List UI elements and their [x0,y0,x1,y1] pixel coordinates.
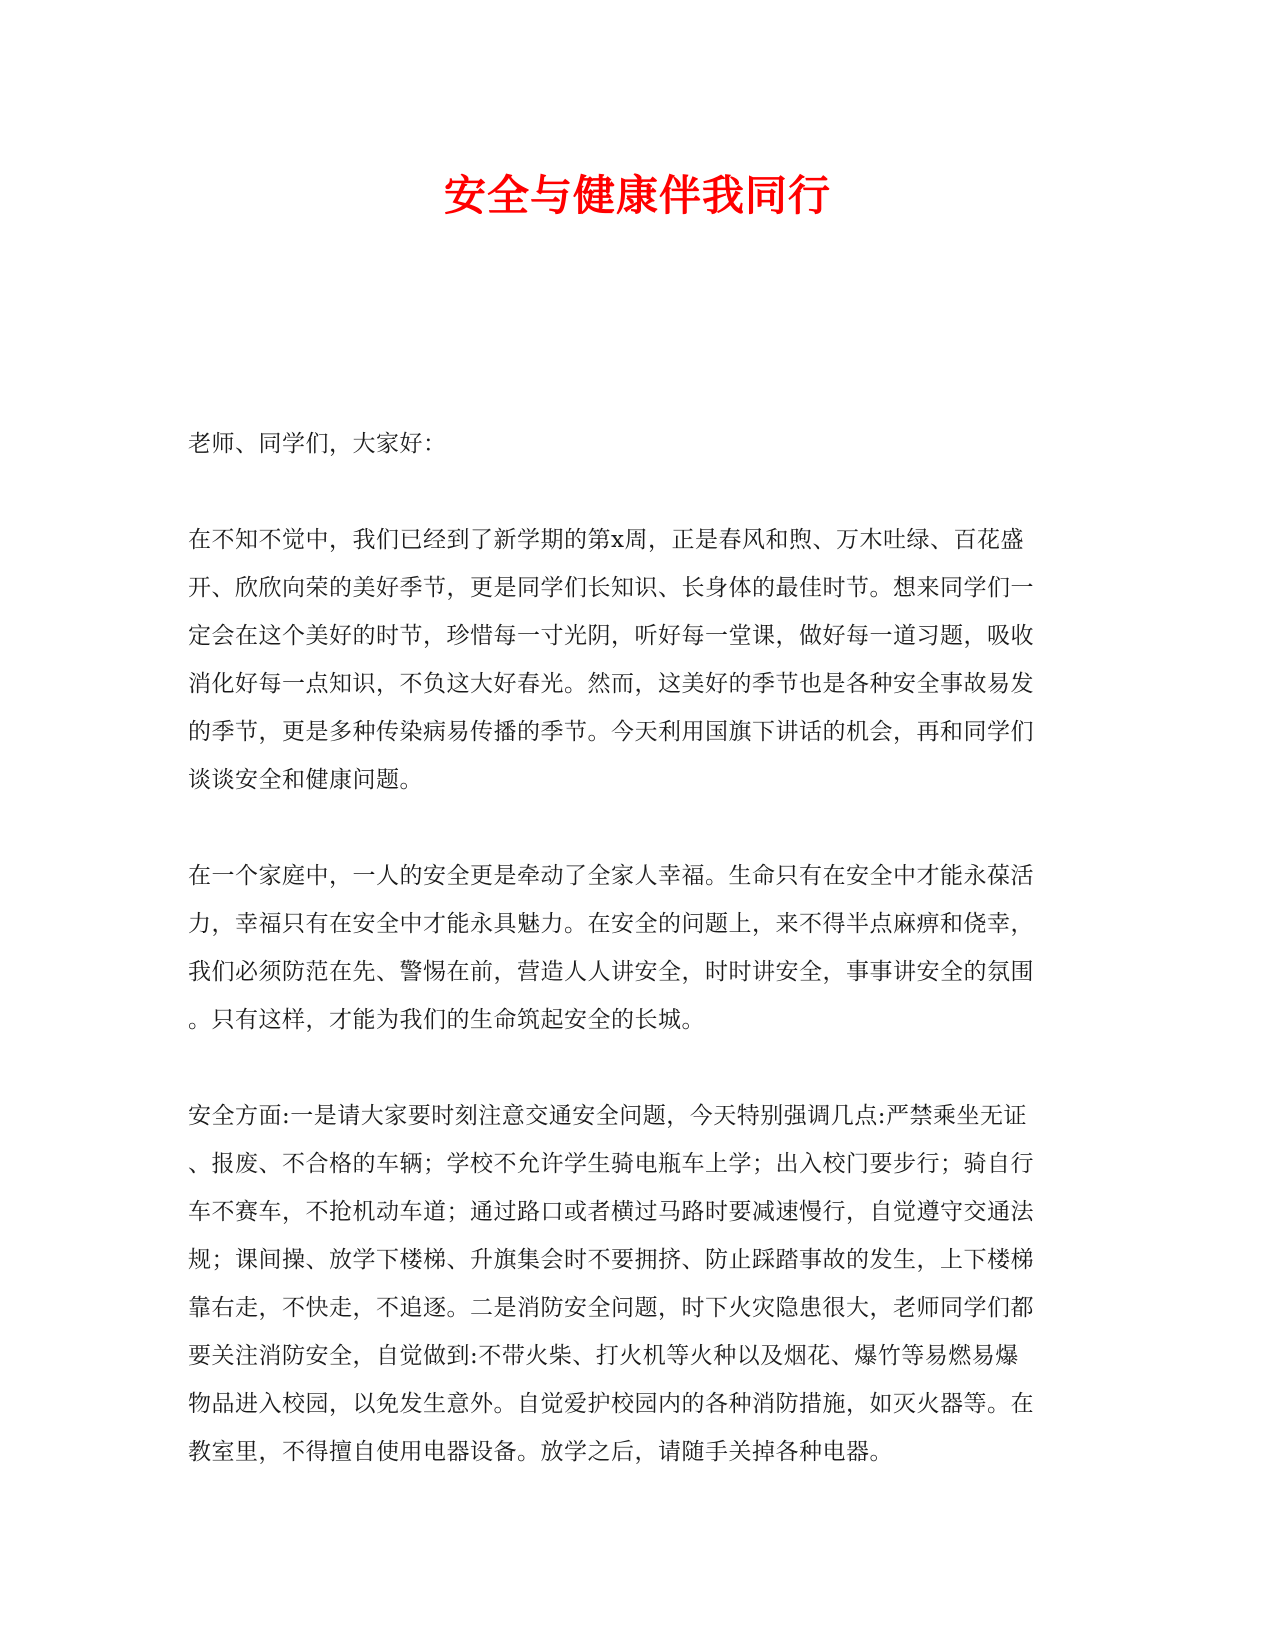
paragraph-line: 靠右走，不快走，不追逐。二是消防安全问题，时下火灾隐患很大，老师同学们都 [188,1295,1034,1321]
paragraph-3 [188,1092,1088,1476]
paragraph-line: 、报废、不合格的车辆；学校不允许学生骑电瓶车上学；出入校门要步行；骑自行 [188,1151,1034,1177]
paragraph-line: 谈谈安全和健康问题。 [188,767,423,793]
paragraph-line: 消化好每一点知识，不负这大好春光。然而，这美好的季节也是各种安全事故易发 [188,671,1034,697]
paragraph-line: 车不赛车，不抢机动车道；通过路口或者横过马路时要减速慢行，自觉遵守交通法 [188,1199,1034,1225]
paragraph-line: 要关注消防安全，自觉做到:不带火柴、打火机等火种以及烟花、爆竹等易燃易爆 [188,1343,1019,1369]
paragraph-line: 。只有这样，才能为我们的生命筑起安全的长城。 [188,1007,705,1033]
paragraph-line: 开、欣欣向荣的美好季节，更是同学们长知识、长身体的最佳时节。想来同学们一 [188,575,1034,601]
paragraph-line: 教室里，不得擅自使用电器设备。放学之后，请随手关掉各种电器。 [188,1439,893,1465]
paragraph-line: 在一个家庭中，一人的安全更是牵动了全家人幸福。生命只有在安全中才能永葆活 [188,863,1034,889]
paragraph-line: 在不知不觉中，我们已经到了新学期的第x周，正是春风和煦、万木吐绿、百花盛 [188,527,1024,553]
paragraph-line: 定会在这个美好的时节，珍惜每一寸光阴，听好每一堂课，做好每一道习题，吸收 [188,623,1034,649]
document-body [188,420,1088,1524]
document-title: 安全与健康伴我同行 [443,171,831,220]
greeting: 老师、同学们，大家好： [188,431,447,457]
paragraph-line: 规；课间操、放学下楼梯、升旗集会时不要拥挤、防止踩踏事故的发生，上下楼梯 [188,1247,1034,1273]
paragraph-line: 的季节，更是多种传染病易传播的季节。今天利用国旗下讲话的机会，再和同学们 [188,719,1034,745]
paragraph-1 [188,516,1088,804]
paragraph-line: 物品进入校园，以免发生意外。自觉爱护校园内的各种消防措施，如灭火器等。在 [188,1391,1034,1417]
paragraph-line: 力，幸福只有在安全中才能永具魅力。在安全的问题上，来不得半点麻痹和侥幸， [188,911,1034,937]
paragraph-line: 安全方面:一是请大家要时刻注意交通安全问题，今天特别强调几点:严禁乘坐无证 [188,1103,1027,1129]
paragraph-2 [188,852,1088,1044]
paragraph-line: 我们必须防范在先、警惕在前，营造人人讲安全，时时讲安全，事事讲安全的氛围 [188,959,1034,985]
